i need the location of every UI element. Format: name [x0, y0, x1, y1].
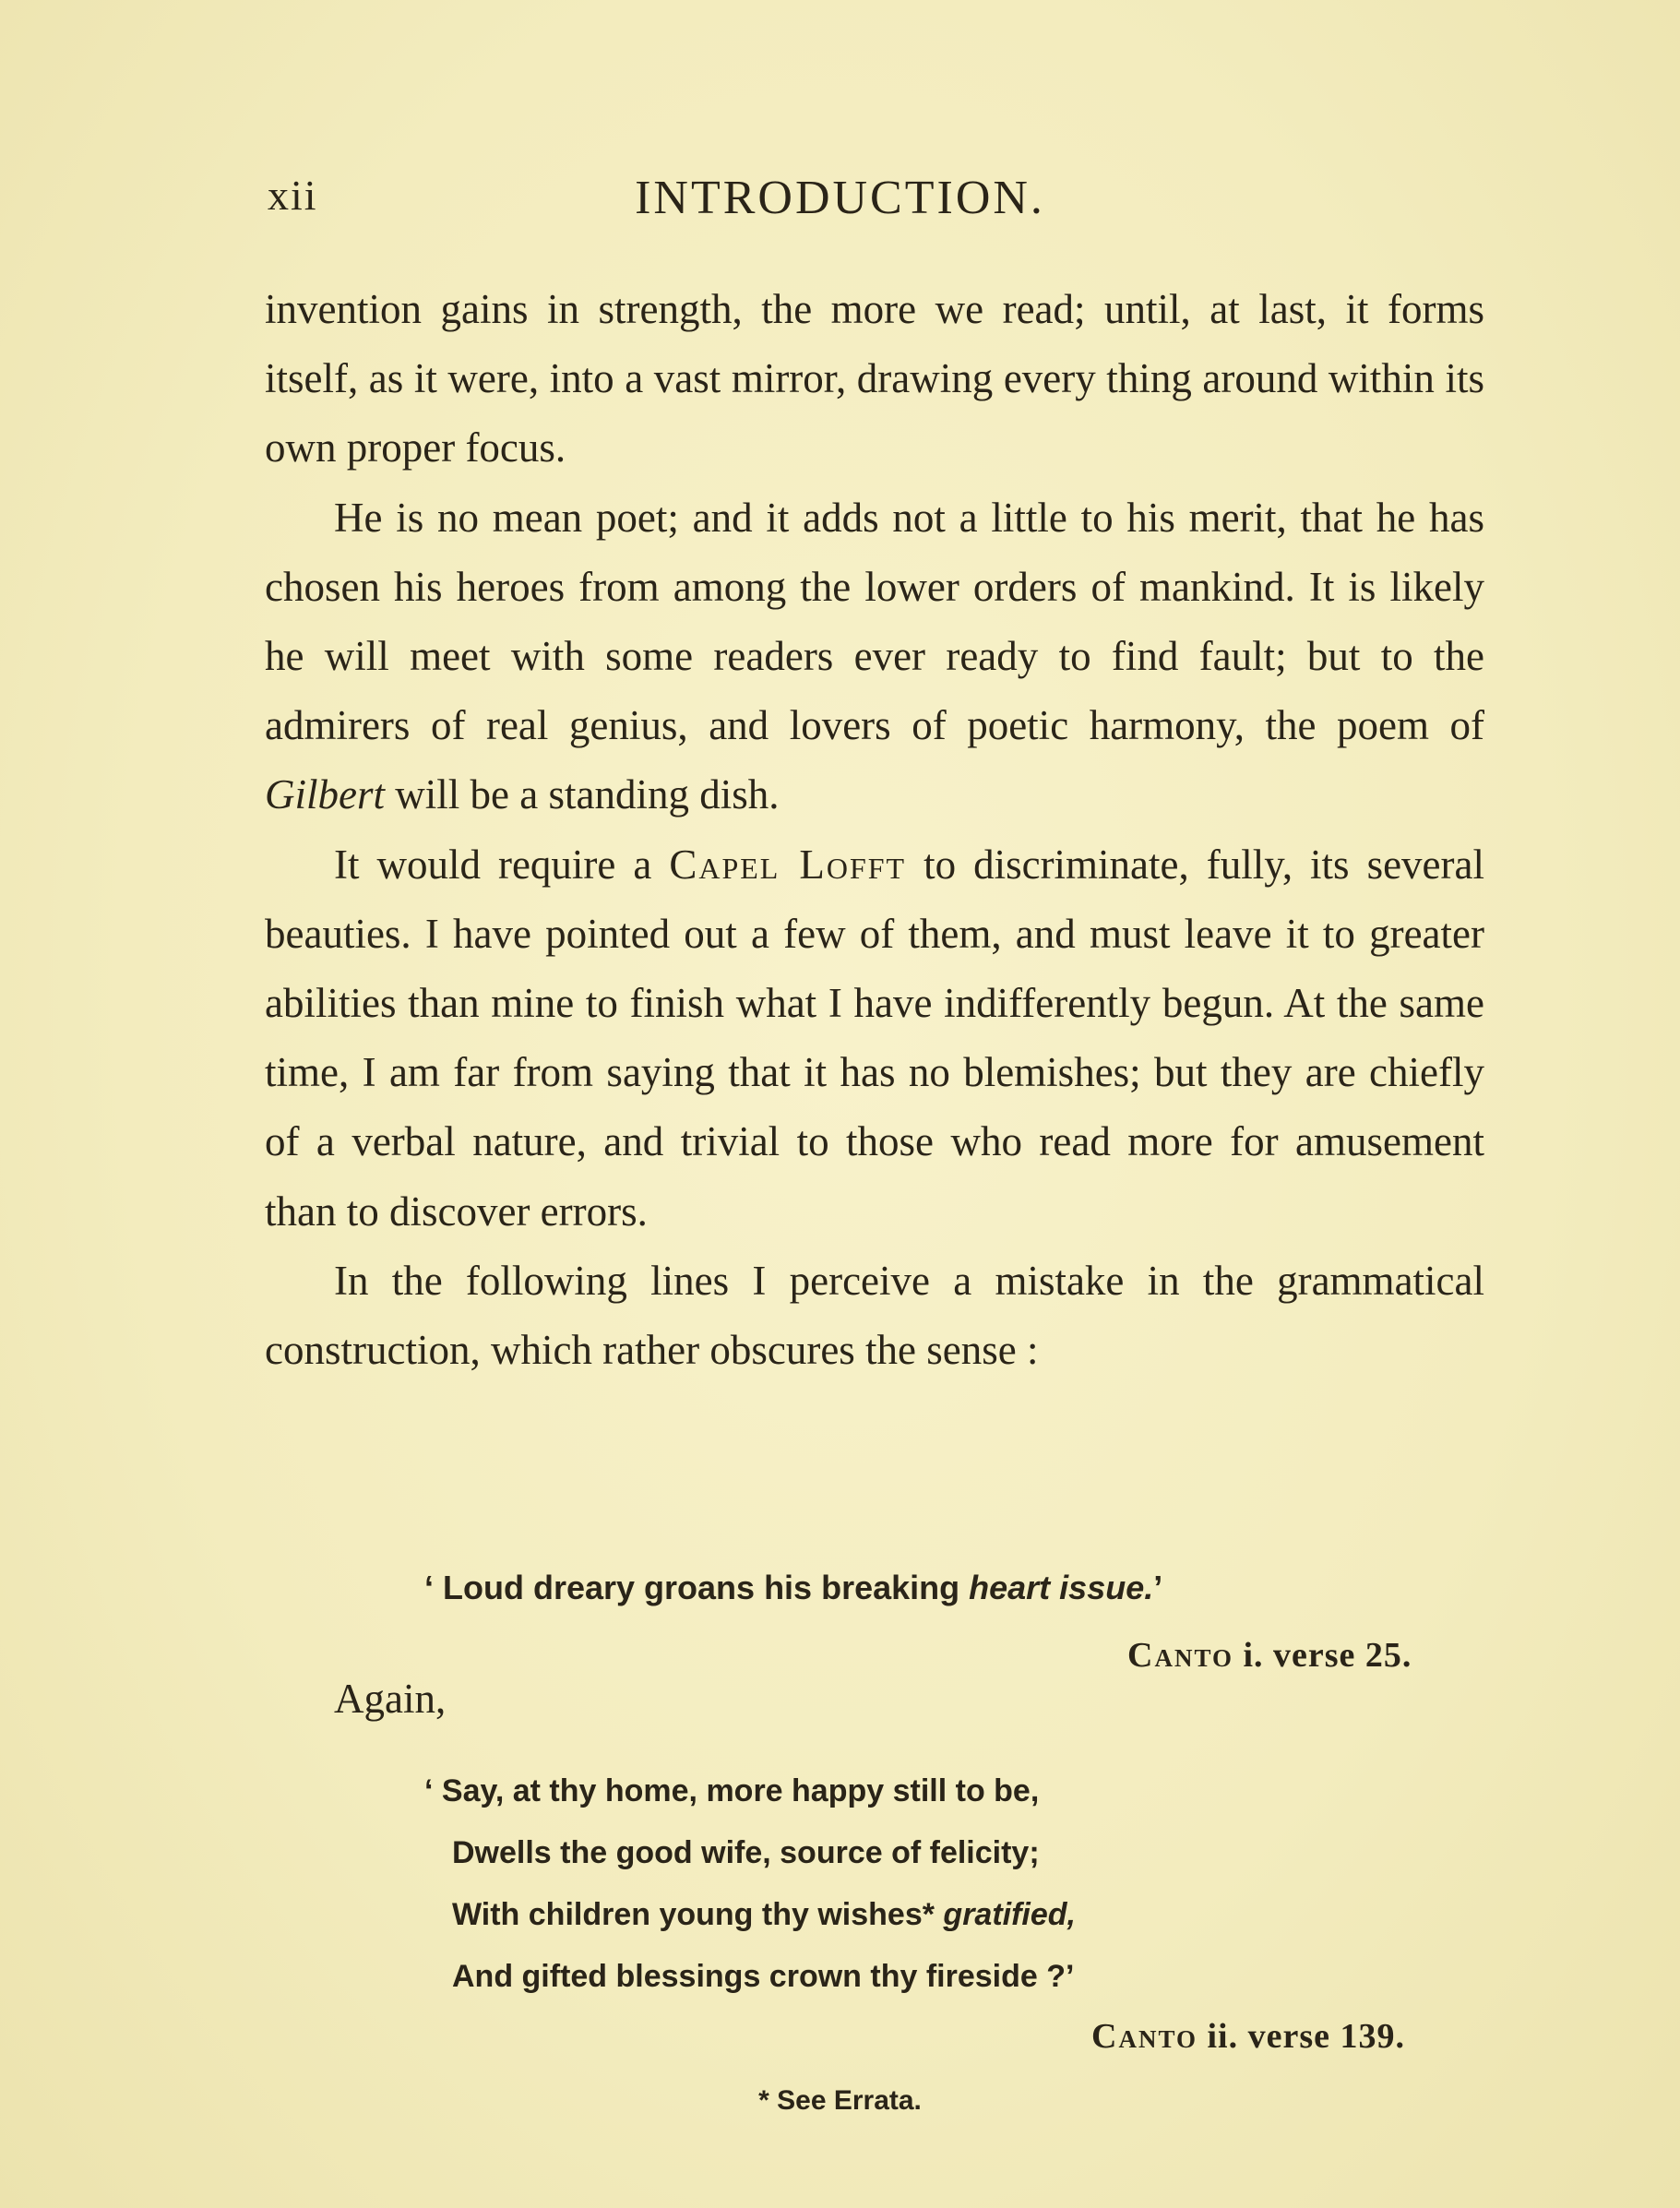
citation-2-verse: ii. verse 139. — [1197, 2017, 1405, 2056]
citation-1-verse: i. verse 25. — [1233, 1636, 1412, 1675]
quote-1 — [424, 1569, 1162, 1607]
page-header — [0, 171, 1680, 245]
citation-2 — [1091, 2016, 1405, 2057]
verse-line-3 — [424, 1884, 1076, 1946]
verse-line-1: ‘ Say, at thy home, more happy still to be, — [424, 1773, 1040, 1808]
paragraph-3 — [265, 830, 1484, 1247]
page-number: xii — [268, 172, 318, 219]
quote-1-emphasis: heart issue. — [969, 1569, 1154, 1606]
paragraph-3-text-b: to discriminate, fully, its several beauties. I have pointed out a few of them, and must leave it to greater abilities than mine to finish what I have indifferently begun. At the same time, I am far from saying that it has no blemishes; but they are chiefly of a verbal nature, and trivial to those who read more for amusement than to discover errors. — [265, 841, 1484, 1235]
footnote: * See Errata. — [758, 2085, 922, 2116]
paragraph-2-text-b: will be a standing dish. — [385, 771, 780, 818]
citation-2-canto: Canto — [1091, 2017, 1197, 2056]
quote-1-text: ‘ Loud dreary groans his breaking — [424, 1569, 970, 1606]
verse-block — [424, 1760, 1076, 2008]
verse-line-4: And gifted blessings crown thy fireside ?’ — [452, 1959, 1075, 1994]
again-label: Again, — [334, 1676, 447, 1722]
citation-1-canto: Canto — [1127, 1636, 1233, 1675]
paragraph-1: invention gains in strength, the more we read; until, at last, it forms itself, as it were, into a vast mirror, drawing every thing around within its own proper focus. — [265, 286, 1484, 471]
verse-line-2: Dwells the good wife, source of felicity; — [452, 1835, 1040, 1870]
author-name: Capel Lofft — [669, 841, 907, 888]
poem-title: Gilbert — [265, 771, 385, 818]
paragraph-3-text-a: It would require a — [334, 841, 670, 888]
citation-1 — [1127, 1635, 1412, 1676]
paragraph-4: In the following lines I perceive a mistake in the grammatical construction, which rather obscures the sense : — [265, 1257, 1484, 1374]
running-title: INTRODUCTION. — [635, 172, 1045, 224]
quote-1-close: ’ — [1153, 1569, 1163, 1606]
body-text — [265, 275, 1484, 1385]
verse-line-3-text: With children young thy wishes* — [452, 1897, 944, 1932]
paragraph-2-text-a: He is no mean poet; and it adds not a little to his merit, that he has chosen his heroes from among the lower orders of mankind. It is likely he will meet with some readers ever ready to find fault; but to the admirers of real genius, and lovers of poetic harmony, the poem of — [265, 494, 1484, 749]
verse-line-3-emphasis: gratified, — [943, 1897, 1076, 1932]
paragraph-2 — [265, 483, 1484, 830]
